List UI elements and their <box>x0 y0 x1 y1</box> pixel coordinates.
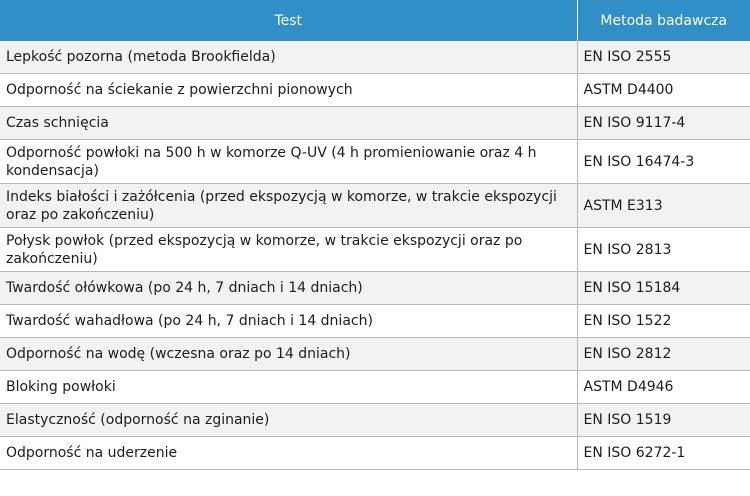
cell-test: Połysk powłok (przed ekspozycją w komorze, w trakcie ekspozycji oraz po zakończeniu) <box>0 228 577 272</box>
table-row <box>0 272 750 305</box>
header-row <box>0 0 750 41</box>
table-row <box>0 41 750 74</box>
header-test: Test <box>0 0 577 41</box>
cell-method: EN ISO 9117-4 <box>577 107 750 140</box>
cell-test: Twardość wahadłowa (po 24 h, 7 dniach i 14 dniach) <box>0 305 577 338</box>
table-header <box>0 0 750 41</box>
cell-test: Bloking powłoki <box>0 371 577 404</box>
header-method: Metoda badawcza <box>577 0 750 41</box>
table-body <box>0 41 750 470</box>
table-row <box>0 140 750 184</box>
cell-method: EN ISO 2555 <box>577 41 750 74</box>
table-row <box>0 184 750 228</box>
cell-method: EN ISO 2813 <box>577 228 750 272</box>
cell-method: ASTM D4400 <box>577 74 750 107</box>
table-row <box>0 437 750 470</box>
table-row <box>0 371 750 404</box>
cell-test: Twardość ołówkowa (po 24 h, 7 dniach i 14 dniach) <box>0 272 577 305</box>
table-row <box>0 107 750 140</box>
table-row <box>0 404 750 437</box>
cell-test: Indeks białości i zażółcenia (przed ekspozycją w komorze, w trakcie ekspozycji oraz po zakończeniu) <box>0 184 577 228</box>
table-row <box>0 338 750 371</box>
cell-method: EN ISO 1519 <box>577 404 750 437</box>
cell-test: Lepkość pozorna (metoda Brookfielda) <box>0 41 577 74</box>
cell-test: Odporność powłoki na 500 h w komorze Q-UV (4 h promieniowanie oraz 4 h kondensacja) <box>0 140 577 184</box>
table-row <box>0 228 750 272</box>
cell-method: EN ISO 6272-1 <box>577 437 750 470</box>
cell-method: EN ISO 2812 <box>577 338 750 371</box>
table-row <box>0 305 750 338</box>
cell-method: ASTM D4946 <box>577 371 750 404</box>
cell-test: Odporność na ściekanie z powierzchni pionowych <box>0 74 577 107</box>
cell-test: Czas schnięcia <box>0 107 577 140</box>
cell-method: EN ISO 1522 <box>577 305 750 338</box>
table-row <box>0 74 750 107</box>
cell-test: Elastyczność (odporność na zginanie) <box>0 404 577 437</box>
cell-test: Odporność na uderzenie <box>0 437 577 470</box>
cell-method: EN ISO 15184 <box>577 272 750 305</box>
cell-method: ASTM E313 <box>577 184 750 228</box>
cell-method: EN ISO 16474-3 <box>577 140 750 184</box>
cell-test: Odporność na wodę (wczesna oraz po 14 dniach) <box>0 338 577 371</box>
